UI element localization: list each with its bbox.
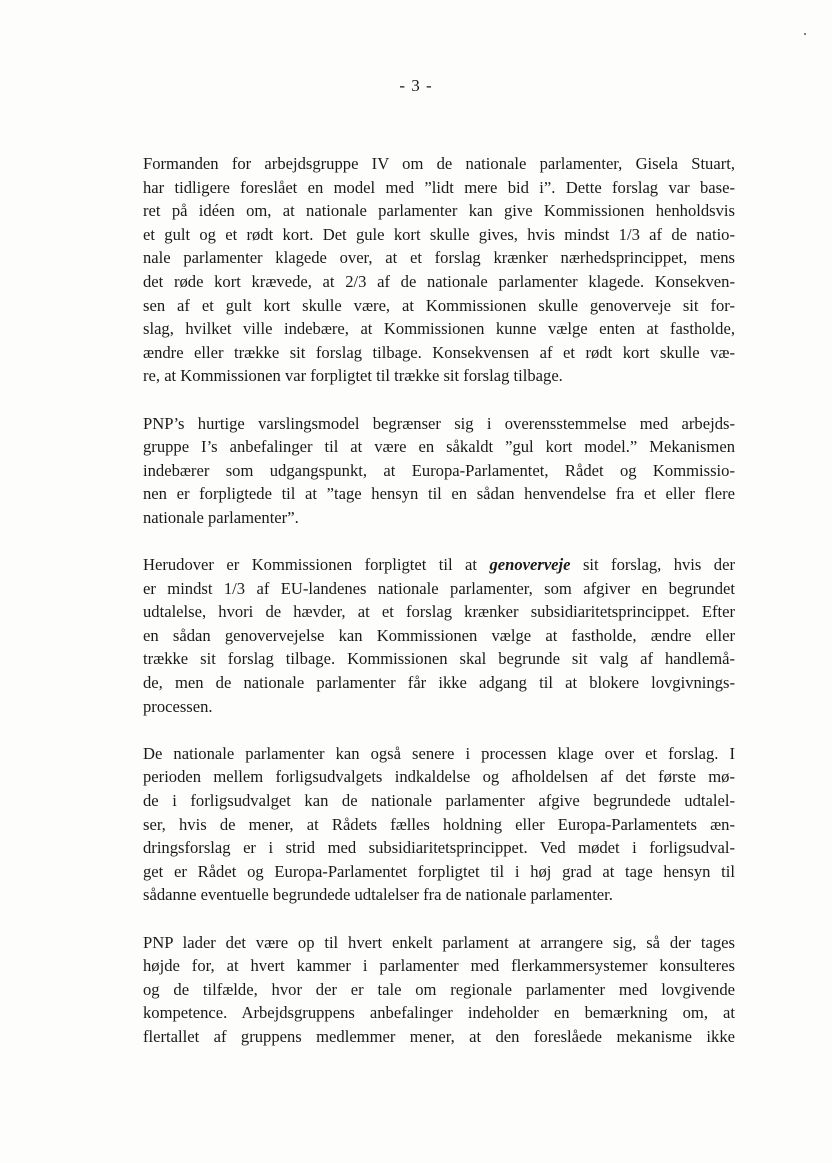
paragraph-5 (143, 931, 735, 1049)
text-line: get er Rådet og Europa-Parlamentet forpligtet til i høj grad at tage hensyn til (143, 861, 735, 881)
text-line: perioden mellem forligsudvalgets indkaldelse og afholdelsen af det første mø- (143, 767, 735, 787)
text-line: dringsforslag er i strid med subsidiaritetsprincippet. Ved mødet i forligsudval- (143, 838, 735, 858)
text-segment: sit forslag, hvis der (570, 555, 735, 575)
text-line: flertallet af gruppens medlemmer mener, at den foreslåede mekanisme ikke (143, 1026, 735, 1046)
text-line: udtalelse, hvori de hævder, at et forslag krænker subsidiaritetsprincippet. Efter (143, 602, 735, 622)
text-line: PNP lader det være op til hvert enkelt parlament at arrangere sig, så der tages (143, 932, 735, 952)
text-line: trække sit forslag tilbage. Kommissionen skal begrunde sit valg af handlemå- (143, 649, 735, 669)
text-line: nationale parlamenter”. (143, 507, 299, 527)
text-line: en sådan genovervejelse kan Kommissionen vælge at fastholde, ændre eller (143, 625, 735, 645)
paragraph-2 (143, 412, 735, 530)
scan-speck (804, 33, 806, 35)
text-line: ser, hvis de mener, at Rådets fælles holdning eller Europa-Parlamentets æn- (143, 814, 735, 834)
text-line: er mindst 1/3 af EU-landenes nationale parlamenter, som afgiver en begrundet (143, 578, 735, 598)
text-line: indebærer som udgangspunkt, at Europa-Parlamentet, Rådet og Kommissio- (143, 460, 735, 480)
text-segment: Herudover er Kommissionen forpligtet til at (143, 555, 490, 575)
text-line: sådanne eventuelle begrundede udtalelser fra de nationale parlamenter. (143, 885, 613, 905)
paragraph-4 (143, 742, 735, 907)
text-line: re, at Kommissionen var forpligtet til trække sit forslag tilbage. (143, 366, 563, 386)
emphasized-word: genoverveje (489, 555, 571, 575)
text-line: processen. (143, 696, 213, 716)
paragraph-1 (143, 152, 735, 388)
text-line: og de tilfælde, hvor der er tale om regionale parlamenter med lovgivende (143, 979, 735, 999)
text-line (143, 553, 735, 577)
text-line: ret på idéen om, at nationale parlamenter kan give Kommissionen henholdsvis (143, 201, 735, 221)
text-line: kompetence. Arbejdsgruppens anbefalinger indeholder en bemærkning om, at (143, 1003, 735, 1023)
text-line: et gult og et rødt kort. Det gule kort skulle gives, hvis mindst 1/3 af de natio- (143, 224, 735, 244)
text-line: gruppe I’s anbefalinger til at være en såkaldt ”gul kort model.” Mekanismen (143, 437, 735, 457)
text-line: PNP’s hurtige varslingsmodel begrænser sig i overensstemmelse med arbejds- (143, 413, 735, 433)
text-line: De nationale parlamenter kan også senere i processen klage over et forslag. I (143, 743, 735, 763)
text-line: sen af et gult kort skulle være, at Kommissionen skulle genoverveje sit for- (143, 295, 735, 315)
text-line: Formanden for arbejdsgruppe IV om de nationale parlamenter, Gisela Stuart, (143, 154, 735, 173)
text-line: nale parlamenter klagede over, at et forslag krænker nærhedsprincippet, mens (143, 248, 735, 268)
text-line: slag, hvilket ville indebære, at Kommissionen kunne vælge enten at fastholde, (143, 319, 735, 339)
body-text (143, 152, 735, 1072)
text-line: nen er forpligtede til at ”tage hensyn til en sådan henvendelse fra et eller flere (143, 484, 735, 504)
paragraph-3 (143, 553, 735, 718)
text-line: de i forligsudvalget kan de nationale parlamenter afgive begrundede udtalel- (143, 791, 735, 811)
text-line: har tidligere foreslået en model med ”lidt mere bid i”. Dette forslag var base- (143, 177, 735, 197)
text-line: det røde kort krævede, at 2/3 af de nationale parlamenter klagede. Konsekven- (143, 271, 735, 291)
text-line: højde for, at hvert kammer i parlamenter med flerkammersystemer konsulteres (143, 956, 735, 976)
text-line: ændre eller trække sit forslag tilbage. Konsekvensen af et rødt kort skulle væ- (143, 342, 735, 362)
text-line: de, men de nationale parlamenter får ikke adgang til at blokere lovgivnings- (143, 673, 735, 693)
page-number: - 3 - (399, 76, 433, 95)
